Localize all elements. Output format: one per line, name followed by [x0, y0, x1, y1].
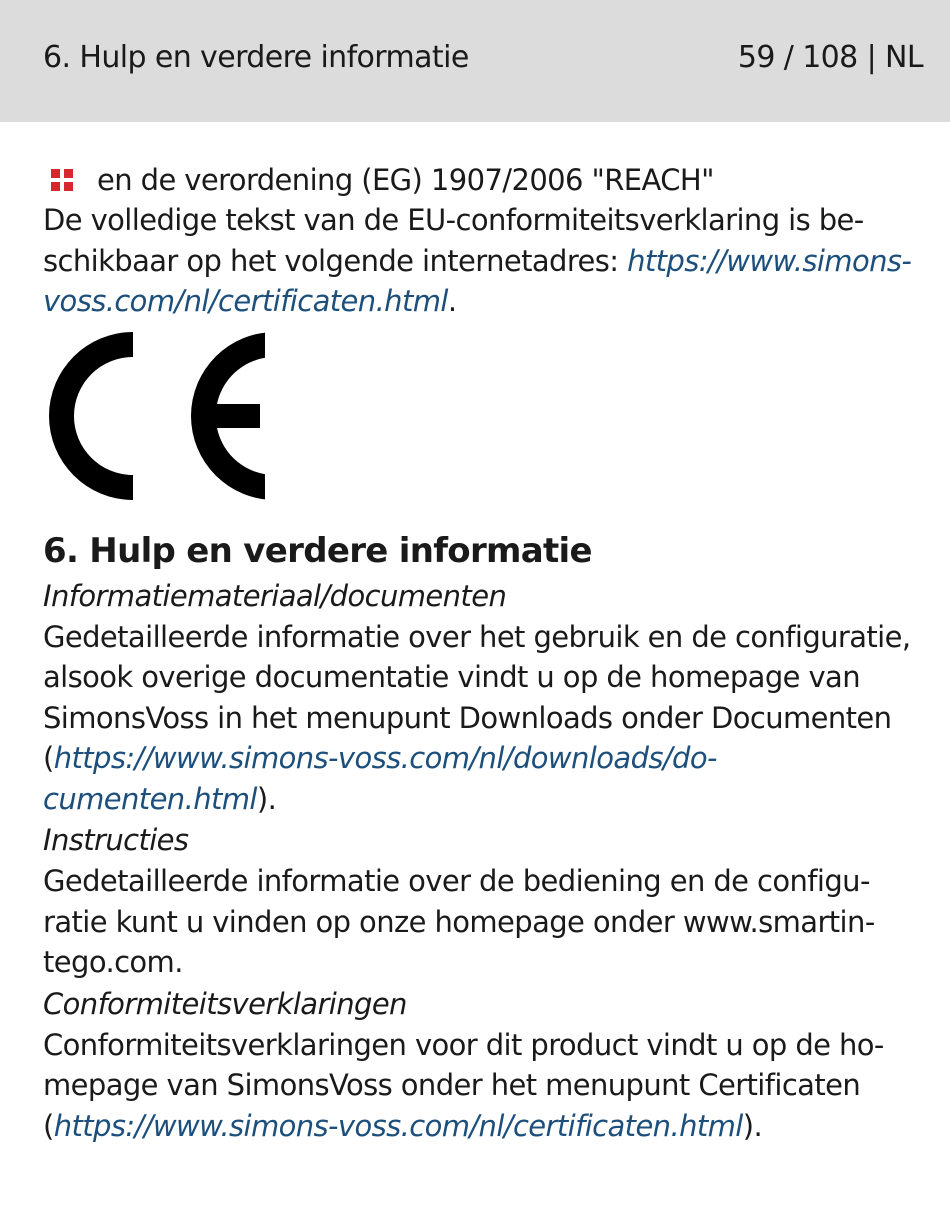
- ce-mark-icon: [43, 331, 265, 501]
- conformity-text: De volledige tekst van de EU-conformiteitsverklaring is beschikbaar op het volgende internetadres:: [43, 203, 865, 278]
- page-header: [0, 0, 950, 122]
- documents-paragraph: Gedetailleerde informatie over het gebruik en de configuratie, alsook overige documentatie vindt u op de homepage van SimonsVoss in het menupunt Downloads onder Documenten (https://www.simons-voss.com/nl/downloads/documenten.html).: [43, 619, 911, 816]
- page-content: [43, 160, 923, 1146]
- documents-link[interactable]: https://www.simons-voss.com/nl/downloads/documenten.html: [43, 741, 718, 816]
- instructions-paragraph: Gedetailleerde informatie over de bediening en de configuratie kunt u vinden op onze homepage onder www.smartintego.com.: [43, 864, 876, 979]
- section-heading: 6. Hulp en verdere informatie: [43, 530, 592, 571]
- header-page-info: 59 / 108 | NL: [737, 40, 923, 75]
- declarations-paragraph: Conformiteitsverklaringen voor dit product vindt u op de homepage van SimonsVoss onder het menupunt Certificaten (https://www.simons-voss.com/nl/certificaten.html).: [43, 1027, 885, 1143]
- red-square-bullet-icon: [51, 169, 73, 191]
- conformity-paragraph: De volledige tekst van de EU-conformiteitsverklaring is beschikbaar op het volgende internetadres: https://www.simons-voss.com/nl/certificaten.html.: [43, 203, 912, 318]
- certificates-link[interactable]: https://www.simons-voss.com/nl/certificaten.html: [53, 1108, 743, 1143]
- conformity-link[interactable]: https://www.simons-voss.com/nl/certificaten.html: [43, 243, 912, 318]
- bullet-text: en de verordening (EG) 1907/2006 "REACH": [97, 162, 714, 197]
- header-title: 6. Hulp en verdere informatie: [43, 40, 469, 75]
- subheading-declarations: Conformiteitsverklaringen: [43, 986, 407, 1021]
- bullet-item: [43, 160, 923, 200]
- subheading-instructions: Instructies: [43, 823, 189, 857]
- subheading-documents: Informatiemateriaal/documenten: [43, 578, 507, 613]
